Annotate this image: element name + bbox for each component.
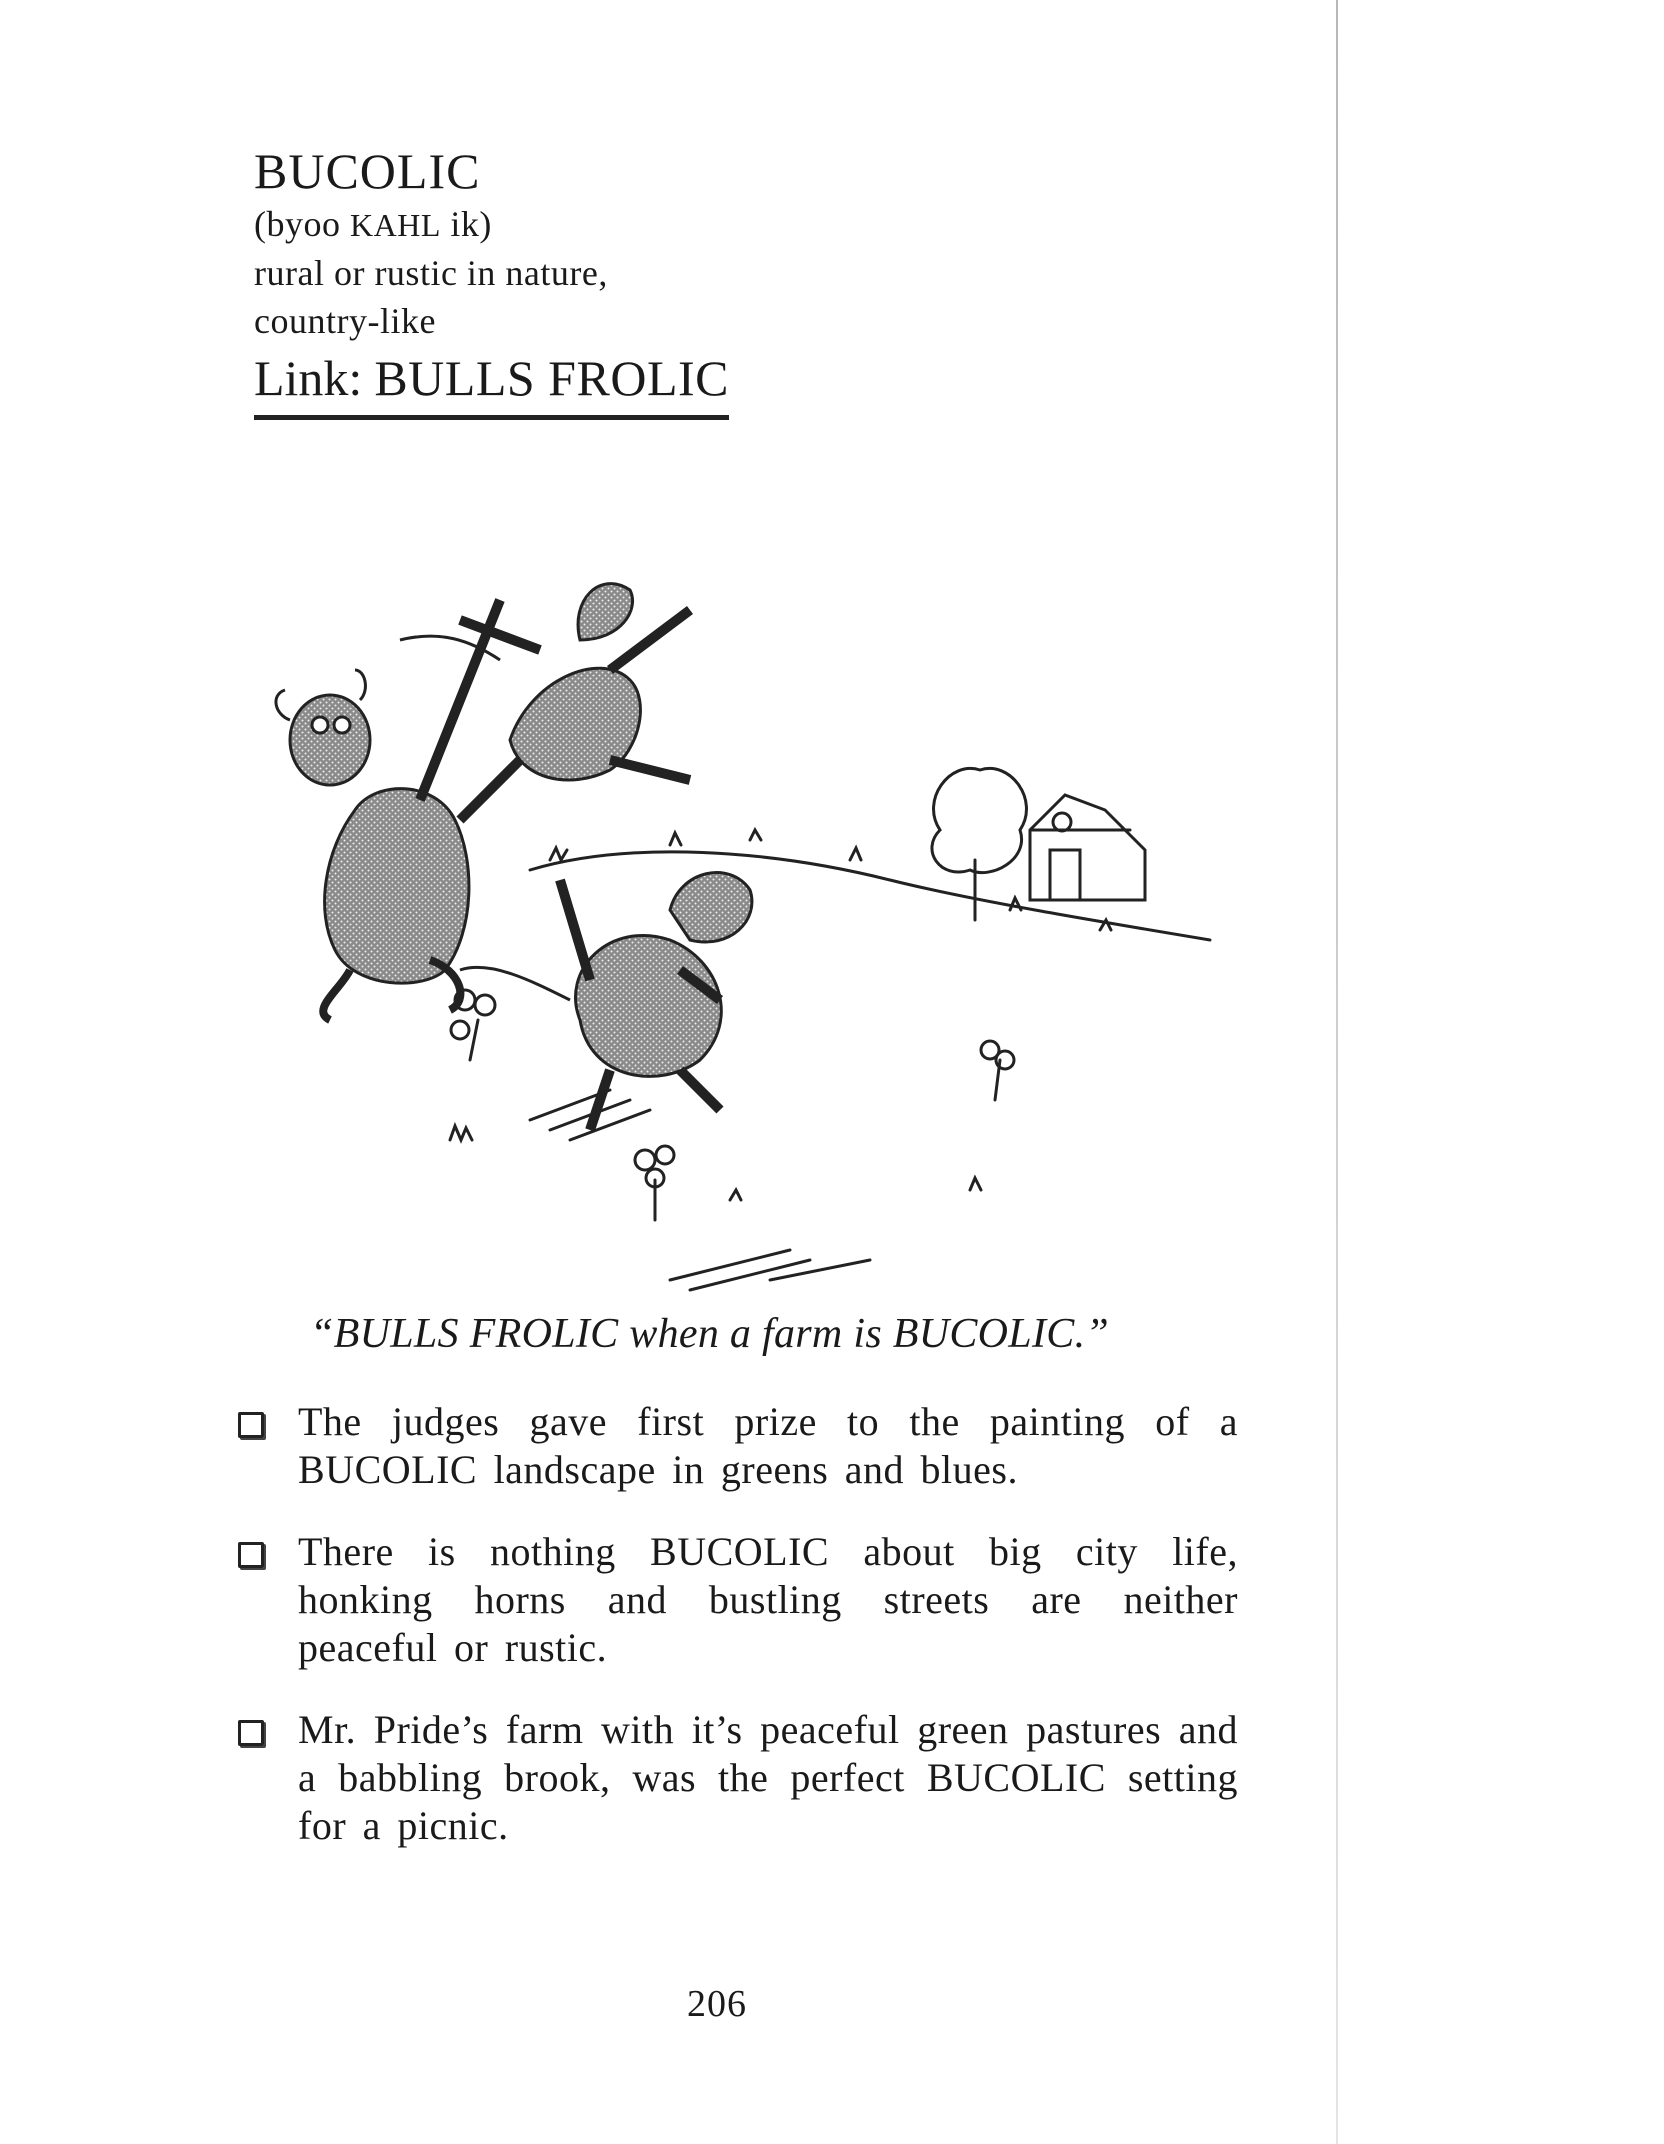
example-text: The judges gave first prize to the painting of a BUCOLIC landscape in greens and blues.	[298, 1399, 1238, 1492]
headword: BUCOLIC	[254, 143, 481, 199]
page-edge-rule	[1336, 0, 1338, 2144]
ground-hatching	[530, 1090, 870, 1290]
bull-dancing	[460, 873, 752, 1130]
barn	[1030, 795, 1145, 900]
tree-crown	[932, 768, 1027, 872]
example-list	[228, 1398, 1238, 1884]
pronunciation-stressed: KAHL	[350, 207, 441, 243]
memory-link	[254, 349, 729, 420]
link-label: Link:	[254, 350, 363, 406]
cartoon-illustration	[250, 500, 1240, 1300]
caption: “BULLS FROLIC when a farm is BUCOLIC.”	[310, 1311, 1110, 1357]
definition-line-1: rural or rustic in nature,	[254, 253, 608, 293]
grass-tufts	[450, 830, 1111, 1200]
checkbox-icon	[238, 1412, 264, 1438]
link-phrase: BULLS FROLIC	[374, 350, 729, 406]
page-number: 206	[687, 1983, 747, 2025]
definition-line-2: country-like	[254, 301, 436, 341]
pronunciation-close: ik)	[440, 204, 492, 244]
checkbox-icon	[238, 1720, 264, 1746]
example-item	[228, 1528, 1238, 1672]
pronunciation	[254, 200, 774, 249]
example-item	[228, 1706, 1238, 1850]
checkbox-icon	[238, 1542, 264, 1568]
pronunciation-open: (byoo	[254, 204, 350, 244]
vocab-entry	[254, 142, 774, 420]
example-item	[228, 1398, 1238, 1494]
example-text: Mr. Pride’s farm with it’s peaceful green pastures and a babbling brook, was the perfect BUCOLIC setting for a picnic.	[298, 1707, 1238, 1848]
example-text: There is nothing BUCOLIC about big city life, honking horns and bustling streets are neither peaceful or rustic.	[298, 1529, 1238, 1670]
bull-jumping	[400, 584, 690, 820]
